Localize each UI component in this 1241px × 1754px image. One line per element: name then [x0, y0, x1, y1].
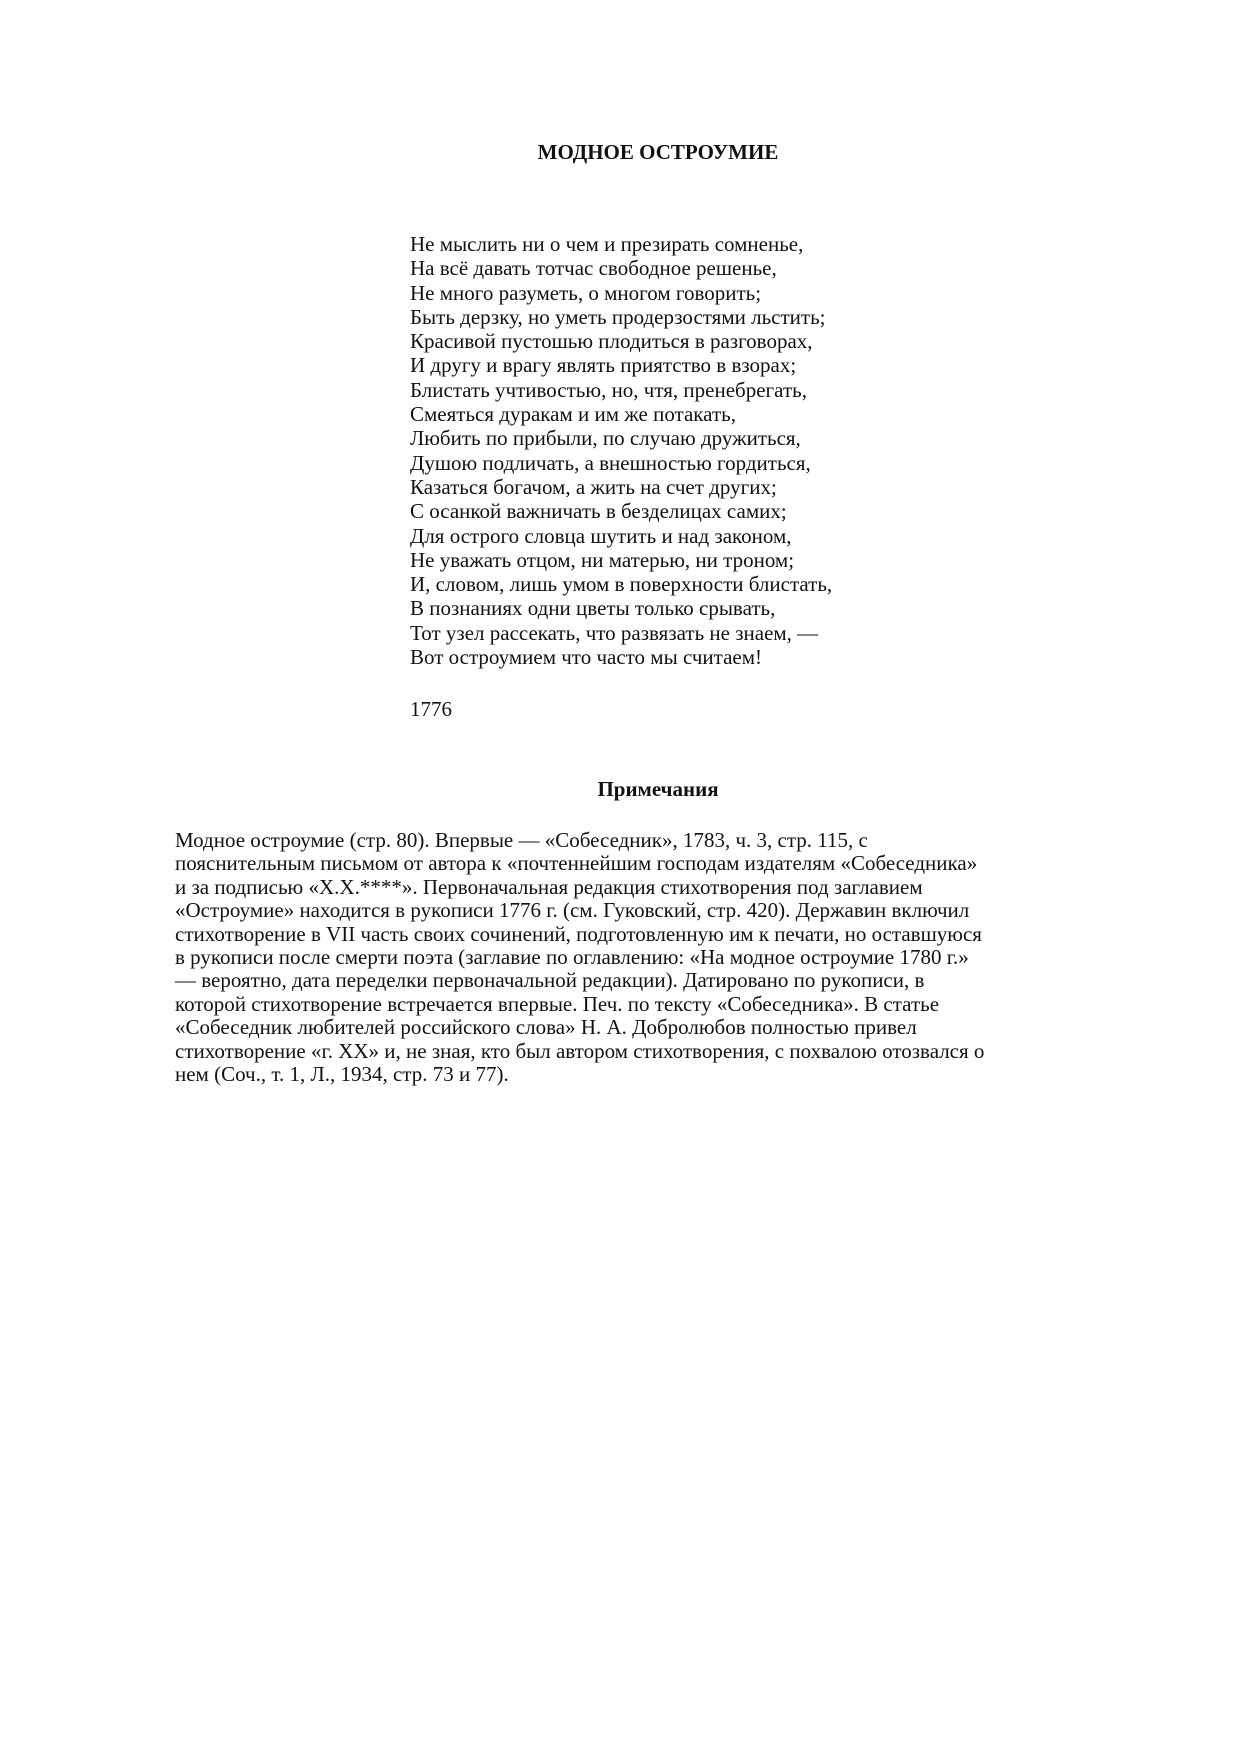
notes-line: пояснительным письмом от автора к «почтеннейшим господам издателям «Собеседника» — [175, 851, 978, 876]
poem-line: На всё давать тотчас свободное решенье, — [410, 256, 777, 281]
poem-line: С осанкой важничать в безделицах самих; — [410, 499, 787, 524]
poem-line: Не мыслить ни о чем и презирать сомненье, — [410, 232, 804, 256]
notes-line: «Остроумие» находится в рукописи 1776 г. (см. Гуковский, стр. 420). Державин включил — [175, 898, 970, 923]
poem-body — [410, 232, 832, 669]
notes-line: нем (Соч., т. 1, Л., 1934, стр. 73 и 77). — [175, 1062, 509, 1087]
notes-line: — вероятно, дата переделки первоначальной редакции). Датировано по рукописи, в — [175, 968, 925, 993]
poem-line: Не много разуметь, о многом говорить; — [410, 280, 762, 305]
notes-line: стихотворение в VII часть своих сочинений, подготовленную им к печати, но оставшуюся — [175, 921, 982, 946]
poem-line: Блистать учтивостью, но, чтя, пренебрегать, — [410, 377, 807, 402]
poem-line: Любить по прибыли, по случаю дружиться, — [410, 426, 801, 451]
poem-line: Смеяться дуракам и им же потакать, — [410, 402, 736, 427]
poem-line: Душою подличать, а внешностью гордиться, — [410, 450, 811, 475]
poem-line: Красивой пустошью плодиться в разговорах, — [410, 329, 813, 354]
poem-line: Казаться богачом, а жить на счет других; — [410, 474, 777, 499]
notes-line: которой стихотворение встречается впервые. Печ. по тексту «Собеседника». В статье — [175, 991, 940, 1016]
poem-line: Не уважать отцом, ни матерью, ни троном; — [410, 547, 795, 572]
poem-line: Тот узел рассекать, что развязать не знаем, — — [410, 620, 819, 645]
poem-line: Быть дерзку, но уметь продерзостями льстить; — [410, 304, 826, 329]
notes-line: стихотворение «г. ХХ» и, не зная, кто был автором стихотворения, с похвалою отозвался о — [175, 1038, 985, 1063]
notes-line: и за подписью «Х.Х.****». Первоначальная редакция стихотворения под заглавием — [175, 874, 923, 899]
notes-heading: Примечания — [597, 777, 719, 801]
poem-line: И другу и врагу являть приятство в взорах; — [410, 353, 797, 378]
poem-line: В познаниях одни цветы только срывать, — [410, 596, 776, 621]
notes-line: в рукописи после смерти поэта (заглавие по оглавлению: «На модное остроумие 1780 г.» — [175, 945, 969, 970]
poem-line: И, словом, лишь умом в поверхности блистать, — [410, 572, 833, 597]
poem-title: МОДНОЕ ОСТРОУМИЕ — [537, 140, 779, 164]
poem-line: Вот остроумием что часто мы считаем! — [410, 645, 763, 670]
notes-line: «Собеседник любителей российского слова» Н. А. Добролюбов полностью привел — [175, 1015, 917, 1040]
notes-body — [175, 829, 984, 1086]
notes-line: Модное остроумие (стр. 80). Впервые — «Собеседник», 1783, ч. 3, стр. 115, с — [175, 828, 868, 852]
poem-line: Для острого словца шутить и над законом, — [410, 523, 792, 548]
poem-year: 1776 — [410, 697, 452, 721]
